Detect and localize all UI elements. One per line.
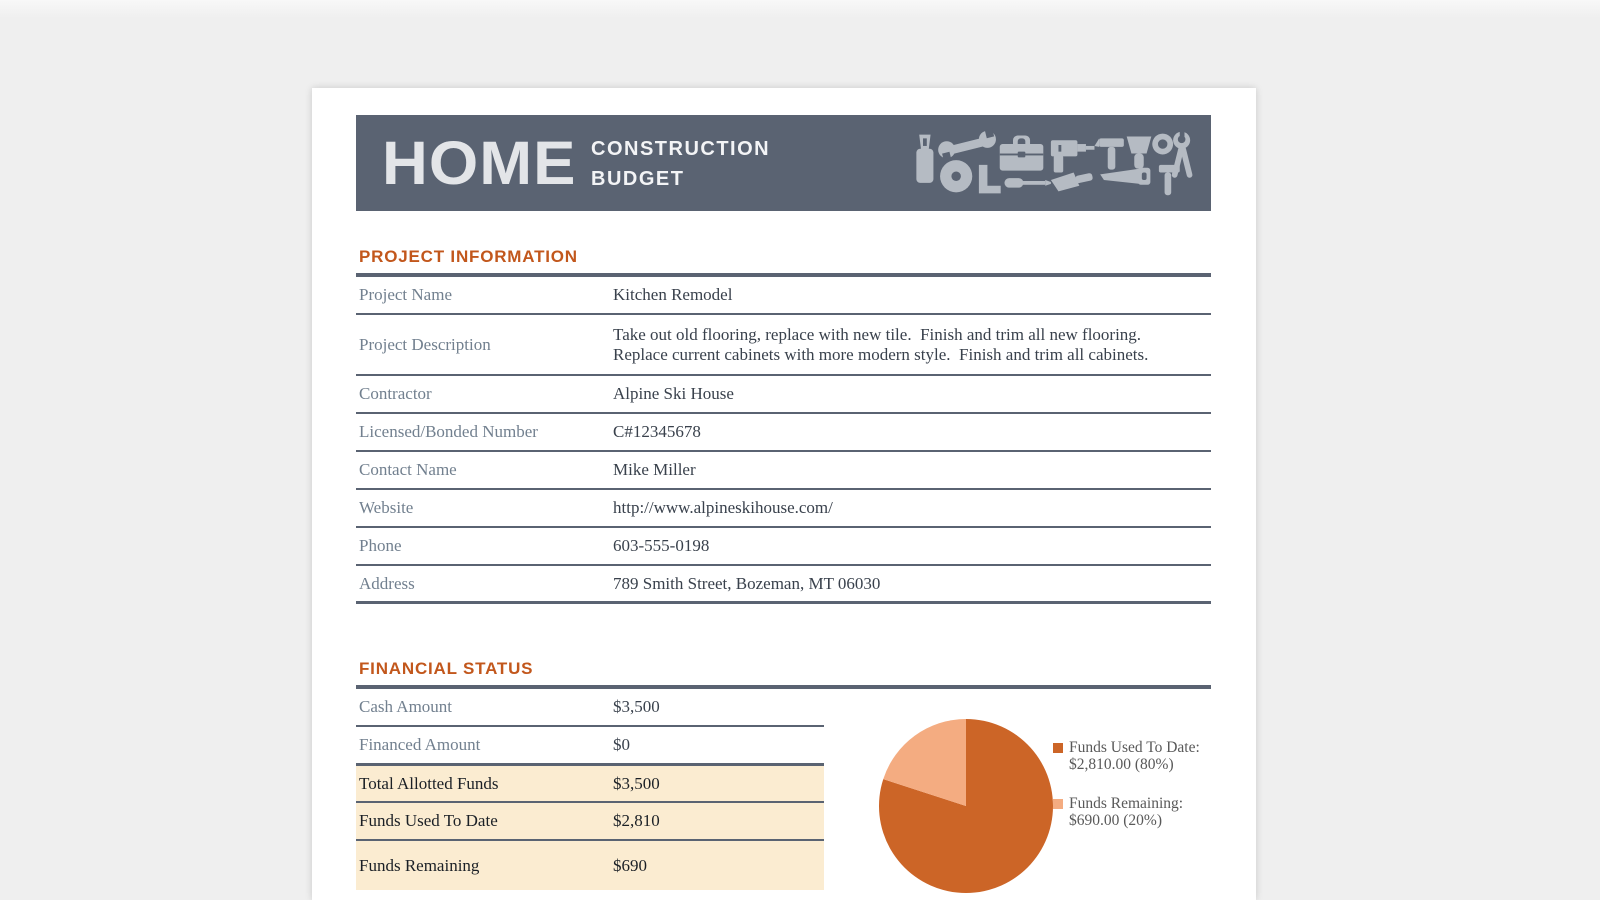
funds-pie-chart-wrap [879,719,1053,893]
washer-ring-icon [1152,134,1173,155]
table-row-cash-amount [356,689,824,727]
row-label: Address [359,573,415,593]
table-row-funds-used-to-date [356,803,824,841]
pliers-icon [1171,129,1193,178]
handsaw-icon [1100,168,1150,185]
legend-line: $2,810.00 (80%) [1069,756,1174,773]
table-row-total-allotted-funds [356,765,824,803]
legend-swatch-funds-remaining [1053,799,1063,809]
paint-brush-icon [1051,172,1093,191]
row-label: Phone [359,536,402,555]
table-row-contact-name [356,452,1211,490]
utility-knife-icon [916,135,933,183]
section-title-project-information: PROJECT INFORMATION [359,247,578,266]
legend-entry-funds-used [1053,739,1200,773]
document-sheet [312,88,1256,900]
toolbox-icon [1000,136,1044,171]
table-row-phone [356,528,1211,566]
pie-chart-legend [1053,739,1200,829]
table-row-project-name [356,277,1211,315]
table-row-website [356,490,1211,528]
row-value: Take out old flooring, replace with new tile. Finish and trim all new flooring. Replace current cabinets with more modern style. Finish and trim all cabinets. [613,324,1150,364]
row-value: Alpine Ski House [613,384,734,403]
putty-knife-icon [1127,136,1152,168]
hammer-icon [1094,138,1123,169]
table-row-financed-amount [356,727,824,765]
row-value: $2,810 [613,811,660,830]
row-label: Total Allotted Funds [359,773,499,793]
grinder-disc-icon [940,160,972,192]
wrench-icon [938,128,996,162]
table-row-address [356,566,1211,604]
row-value: $0 [613,735,630,754]
row-value: $3,500 [613,773,660,793]
row-label: Funds Used To Date [359,811,498,830]
financial-status-table [356,689,824,890]
header-banner [356,115,1211,211]
section-title-financial-status: FINANCIAL STATUS [359,659,534,678]
tools-icons [899,127,1199,199]
row-value: Kitchen Remodel [613,285,733,304]
row-label: Licensed/Bonded Number [359,422,538,441]
table-row-funds-remaining [356,841,824,890]
row-label: Cash Amount [359,697,453,716]
drill-icon [1051,140,1095,172]
row-label: Project Description [359,334,491,354]
row-value: Mike Miller [613,460,696,479]
legend-swatch-funds-used [1053,743,1063,753]
row-label: Website [359,498,414,517]
project-information-table [356,277,1211,604]
table-row-licensed-bonded-number [356,414,1211,452]
subtitle-line-2: BUDGET [591,168,685,190]
row-label: Project Name [359,285,452,304]
row-value: http://www.alpineskihouse.com/ [613,498,833,517]
row-label: Financed Amount [359,735,481,754]
screwdriver-icon [1004,178,1050,187]
tools-illustration [899,127,1199,199]
page-subtitle [591,134,770,194]
pie-chart [879,719,1053,893]
legend-entry-funds-remaining [1053,795,1200,829]
row-label: Contact Name [359,460,457,479]
legend-text [1069,739,1200,773]
row-label: Contractor [359,384,432,403]
page-title: HOME [382,129,577,197]
subtitle-line-1: CONSTRUCTION [591,138,771,160]
legend-line: Funds Remaining: [1069,795,1184,812]
legend-text [1069,795,1183,829]
row-value: 789 Smith Street, Bozeman, MT 06030 [613,573,881,593]
pipe-elbow-icon [979,165,1001,193]
row-label: Funds Remaining [359,855,480,875]
row-value: $3,500 [613,697,660,716]
legend-line: $690.00 (20%) [1069,812,1162,829]
legend-line: Funds Used To Date: [1069,739,1200,756]
table-row-contractor [356,376,1211,414]
row-value: 603-555-0198 [613,536,710,555]
row-value: $690 [613,855,647,875]
table-row-project-description [356,315,1211,376]
row-value: C#12345678 [613,422,701,441]
